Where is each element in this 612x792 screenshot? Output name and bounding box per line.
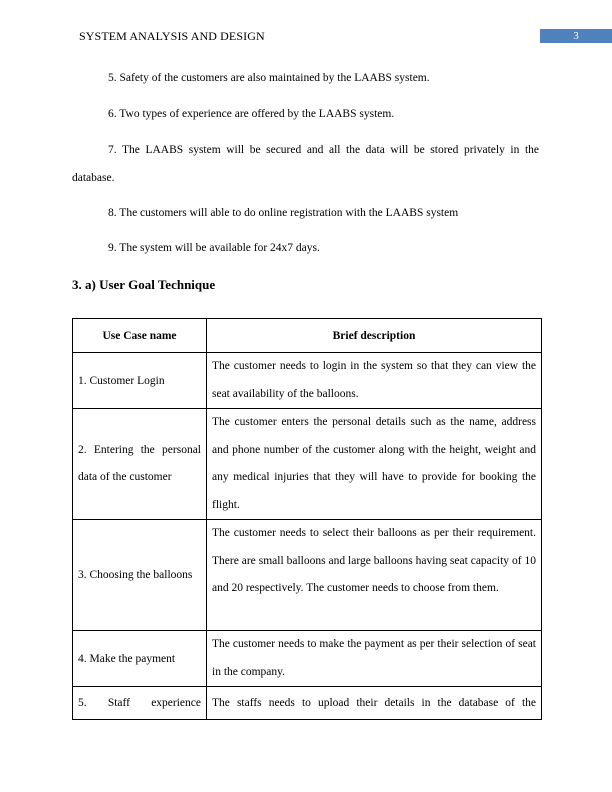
requirement-item: 9. The system will be available for 24x7 days.: [108, 242, 320, 254]
use-case-description-cell: [207, 687, 542, 720]
table-header-row: [73, 319, 542, 353]
use-case-name: 5. Staff experience: [78, 697, 201, 709]
requirement-item: 6. Two types of experience are offered by the LAABS system.: [108, 108, 395, 120]
use-case-name-cell: [73, 687, 207, 720]
table-row: [73, 520, 542, 631]
table-row: [73, 353, 542, 409]
requirement-item: 8. The customers will able to do online registration with the LAABS system: [108, 207, 459, 219]
use-case-name: 3. Choosing the balloons: [78, 569, 193, 581]
use-case-name: 1. Customer Login: [78, 374, 165, 387]
use-case-description: The customer needs to login in the system so that they can view the seat availability of the balloons.: [212, 360, 536, 400]
use-case-name-cell: [73, 353, 207, 409]
use-case-name-cell: [73, 520, 207, 631]
page-number: 3: [540, 29, 612, 43]
use-case-table: [72, 318, 542, 720]
use-case-description-cell: [207, 631, 542, 687]
use-case-description-cell: [207, 520, 542, 631]
header-title: SYSTEM ANALYSIS AND DESIGN: [79, 29, 265, 43]
use-case-description: The staffs needs to upload their details in the database of the: [212, 697, 536, 709]
use-case-description: The customer needs to make the payment as per their selection of seat in the company.: [212, 638, 536, 678]
table-row: [73, 687, 542, 720]
use-case-name-cell: [73, 631, 207, 687]
use-case-name: 4. Make the payment: [78, 652, 176, 665]
use-case-description: The customer needs to select their balloons as per their requirement. There are small balloons and large balloons having seat capacity of 10 and 20 respectively. The customer needs to choose from them.: [212, 527, 536, 594]
use-case-description: The customer enters the personal details such as the name, address and phone number of the customer along with the height, weight and any medical injuries that they will have to provide for booking the flight.: [212, 416, 536, 511]
section-heading: 3. a) User Goal Technique: [72, 277, 216, 292]
table-row: [73, 631, 542, 687]
use-case-name-cell: [73, 409, 207, 520]
table-row: [73, 409, 542, 520]
use-case-description-cell: [207, 353, 542, 409]
column-header: Use Case name: [73, 319, 207, 353]
use-case-description-cell: [207, 409, 542, 520]
column-header: Brief description: [207, 319, 542, 353]
use-case-name: 2. Entering the personal data of the customer: [78, 443, 201, 483]
requirement-item: 5. Safety of the customers are also maintained by the LAABS system.: [108, 72, 430, 84]
requirement-item: 7. The LAABS system will be secured and all the data will be stored privately in the database.: [72, 144, 539, 184]
